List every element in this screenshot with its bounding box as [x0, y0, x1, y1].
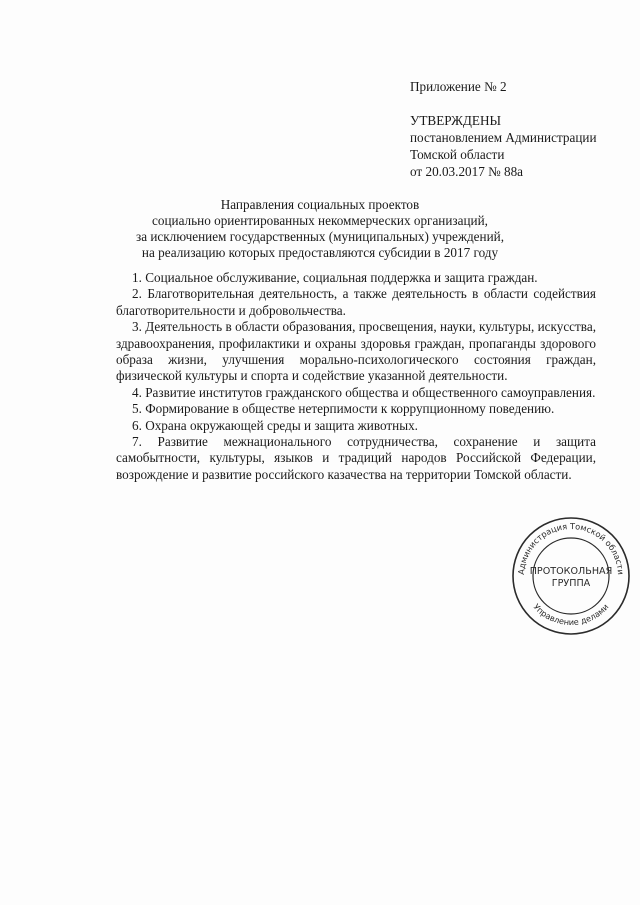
- title-line-3: за исключением государственных (муниципальных) учреждений,: [136, 229, 504, 244]
- protocol-group-stamp: [510, 515, 632, 637]
- stamp-ring-bottom-text: Управление делами: [531, 601, 611, 628]
- title-line-1: Направления социальных проектов: [220, 197, 420, 212]
- list-item-2: 2. Благотворительная деятельность, а также деятельность в области содействия благотворительности и добровольчества.: [116, 286, 596, 318]
- list-item-5: 5. Формирование в обществе нетерпимости к коррупционному поведению.: [132, 401, 555, 417]
- approved-heading: УТВЕРЖДЕНЫ: [410, 113, 502, 128]
- stamp-center-line-1: ПРОТОКОЛЬНАЯ: [529, 566, 613, 577]
- list-item-1: 1. Социальное обслуживание, социальная поддержка и защита граждан.: [132, 270, 538, 285]
- title-line-2: социально ориентированных некоммерческих организаций,: [152, 213, 488, 228]
- title-line-4: на реализацию которых предоставляются субсидии в 2017 году: [141, 245, 499, 260]
- approval-block: [410, 78, 597, 180]
- appendix-label: Приложение № 2: [410, 79, 507, 94]
- stamp-ring-top-text: Администрация Томской области: [515, 520, 627, 576]
- approval-line-1: постановлением Администрации: [410, 130, 597, 145]
- list-item-7: 7. Развитие межнационального сотрудничества, сохранение и защита самобытности, культуры, языков и традиций народов Российской Федерации, возрождение и развитие российского казачества на территории Томской области.: [116, 434, 596, 482]
- directions-list: [116, 270, 596, 483]
- stamp-center-line-2: ГРУППА: [551, 578, 591, 589]
- list-item-4: 4. Развитие институтов гражданского общества и общественного самоуправления.: [132, 384, 596, 400]
- list-item-3: 3. Деятельность в области образования, просвещения, науки, культуры, искусства, здравоохранения, профилактики и охраны здоровья граждан, пропаганды здорового образа жизни, улучшения морально-психологического состояния граждан, физической культуры и спорта и содействие указанной деятельности.: [116, 319, 596, 384]
- approval-spacer: [410, 95, 597, 112]
- approval-line-3: от 20.03.2017 № 88а: [410, 164, 524, 179]
- list-item-6: 6. Охрана окружающей среды и защита животных.: [132, 417, 418, 433]
- approval-line-2: Томской области: [410, 147, 505, 162]
- document-title: [100, 197, 540, 261]
